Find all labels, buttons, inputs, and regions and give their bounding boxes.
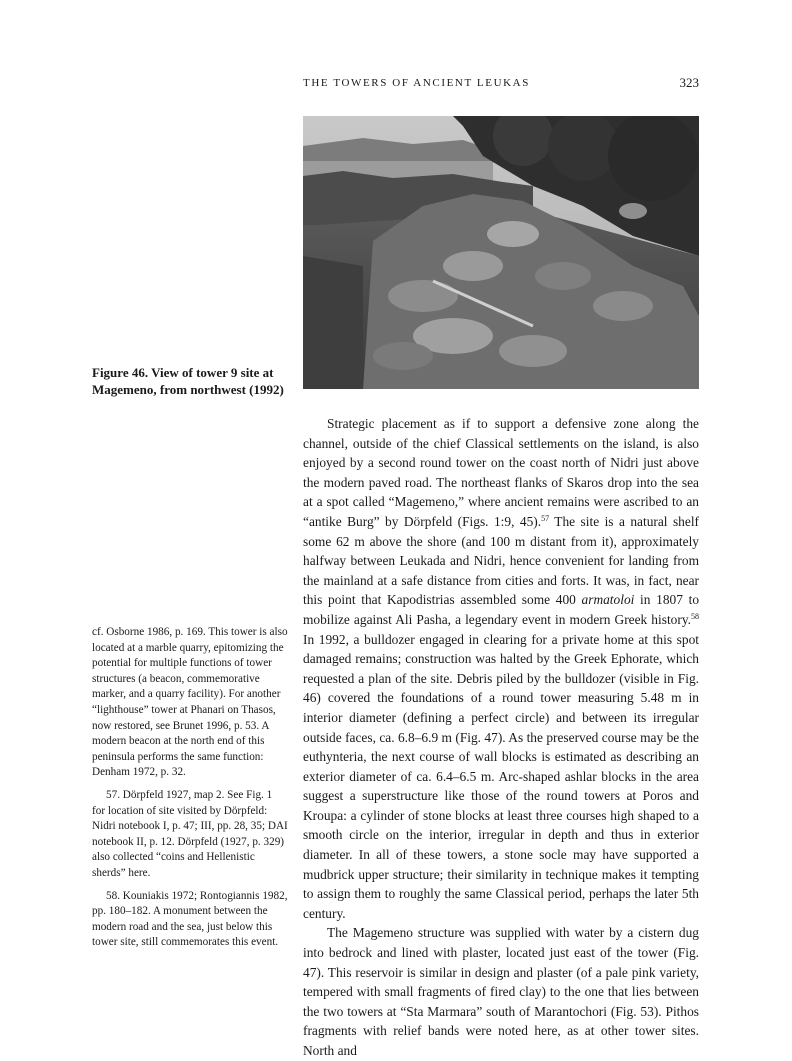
text-run: in 1807 to mobilize against Ali Pasha, a legendary event in modern Greek history. <box>303 592 700 627</box>
italic-term: armatoloi <box>581 592 635 608</box>
tower-site-photograph <box>303 116 699 389</box>
footnote-continued: cf. Osborne 1986, p. 169. This tower is also located at a marble quarry, epitomizing the potential for multiple functions of tower structures (a beacon, commemorative marker, and a quarry facility). For another “lighthouse” tower at Phanari on Thasos, now restored, see Brunet 1996, p. 53. A modern beacon at the north end of this peninsula performs the same function: Denham 1972, p. 32. <box>92 626 288 779</box>
footnote-58: 58. Kouniakis 1972; Rontogiannis 1982, pp. 180–182. A monument between the modern road and the sea, just below this tower site, still commemorates this event. <box>92 889 288 949</box>
figure-46-photo <box>303 116 699 389</box>
text-run: In 1992, a bulldozer engaged in clearing for a private home at this spot damaged remains; construction was halted by the Greek Ephorate, which requested a plan of the site. Debris piled by the bulldozer (visible in Fig. 46) covered the foundations of a round tower measuring 5.48 m in interior diameter (defining a perfect circle) and between its irregular outside faces, ca. 6.8–6.9 m (Fig. 47). As the preserved course may be the euthynteria, the next course of wall blocks is estimated as describing an exterior diameter of ca. 6.4–6.5 m. Arc-shaped ashlar blocks in the area suggest a superstructure like those of the round towers at Poros and Kroupa: a cylinder of stone blocks at least three courses high shaped to a smooth circle on the interior, irregular in depth and thus in exterior diameter. In all of these towers, a stone socle may have supported a mudbrick upper structure; their similarity in technique makes it tempting to assign them to roughly the same Classical period, perhaps the later 5th century. <box>303 631 699 921</box>
footnotes <box>92 625 288 951</box>
text-run: The site is a natural shelf some 62 m above the shore (and 100 m distant from it), approximately halfway between Leukada and Nidri, hence convenient for landing from the mainland at a safe distance from cities and forts. It was, in fact, near this point that Kapodistrias assembled some 400 <box>303 513 699 608</box>
footnote-57: 57. Dörpfeld 1927, map 2. See Fig. 1 for location of site visited by Dörpfeld: Nidri notebook I, p. 47; III, pp. 28, 35; DAI notebook II, p. 12. Dörpfeld (1927, p. 329) also collected “coins and Hellenistic sherds” here. <box>92 788 288 879</box>
page-number: 323 <box>679 75 699 90</box>
body-paragraph-2: The Magemeno structure was supplied with water by a cistern dug into bedrock and lined with plaster, located just east of the tower (Fig. 47). This reservoir is similar in design and plaster (of a pale pink variety, tempered with small fragments of fired clay) to the one that lies between the two towers at “Sta Marmara” south of Marantochori (Fig. 53). Pithos fragments with relief bands were noted here, as at other tower sites. North and <box>303 925 699 1058</box>
main-text <box>303 414 699 1061</box>
figure-caption: Figure 46. View of tower 9 site at Magemeno, from northwest (1992) <box>92 365 284 397</box>
footnote-ref-58: 58 <box>691 611 699 621</box>
footnote-ref-57: 57 <box>541 513 550 523</box>
text-run: Strategic placement as if to support a defensive zone along the channel, outside of the chief Classical settlements on the island, is also enjoyed by a second round tower on the coast north of Nidri just above the modern paved road. The northeast flanks of Skaros drop into the sea at a spot called “Magemeno,” where ancient remains were ascribed to an “antike Burg” by Dörpfeld (Figs. 1:9, 45). <box>303 416 699 529</box>
running-head-title: THE TOWERS OF ANCIENT LEUKAS <box>303 77 530 89</box>
body-paragraph-1 <box>303 414 699 923</box>
